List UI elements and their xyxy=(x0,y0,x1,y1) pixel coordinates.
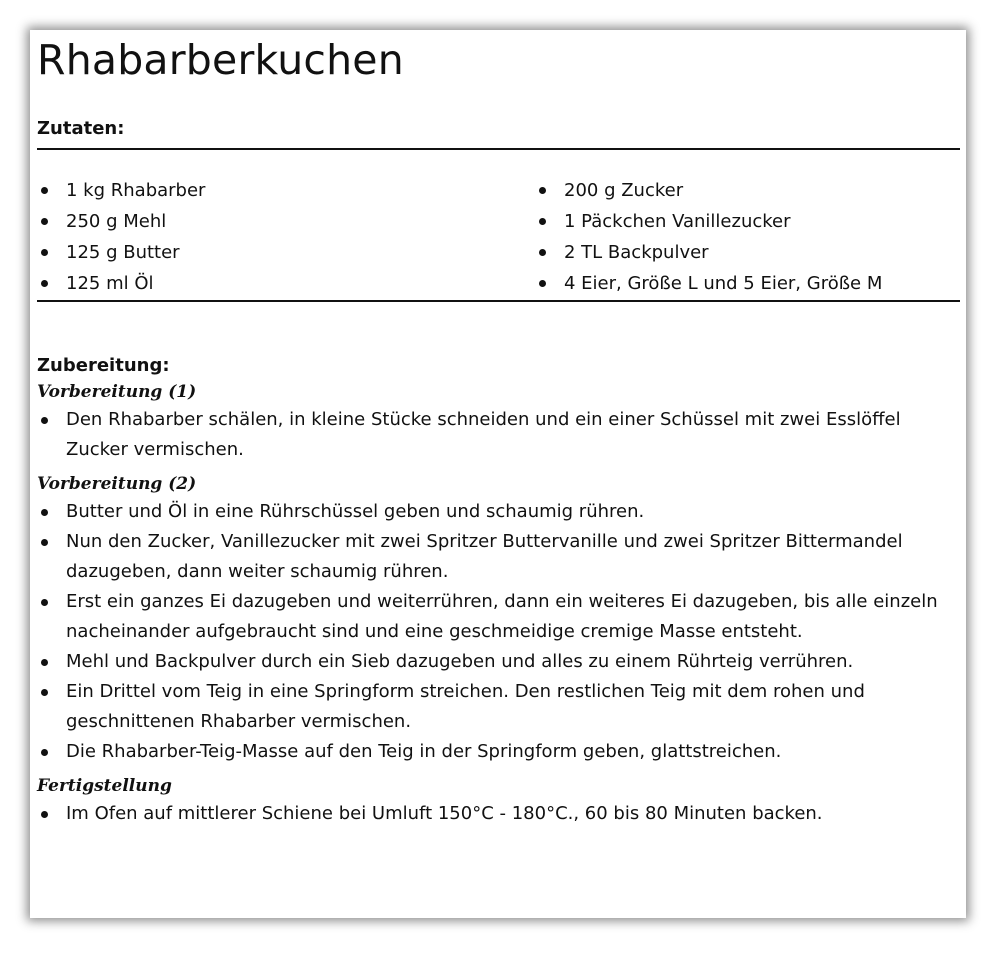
section-title-vorbereitung-1: Vorbereitung (1) xyxy=(37,382,197,402)
section-title-vorbereitung-2: Vorbereitung (2) xyxy=(37,474,197,494)
divider-bottom xyxy=(37,300,960,302)
step-item: Den Rhabarber schälen, in kleine Stücke schneiden und ein einer Schüssel mit zwei Esslöffel Zucker vermischen. xyxy=(37,405,960,465)
step-item: Im Ofen auf mittlerer Schiene bei Umluft 150°C - 180°C., 60 bis 80 Minuten backen. xyxy=(37,799,960,829)
steps-fertigstellung xyxy=(37,799,960,829)
section-title-fertigstellung: Fertigstellung xyxy=(37,776,172,796)
step-item: Mehl und Backpulver durch ein Sieb dazugeben und alles zu einem Rührteig verrühren. xyxy=(37,647,960,677)
ingredient-item: 250 g Mehl xyxy=(37,206,535,237)
preparation-heading: Zubereitung: xyxy=(37,355,170,376)
ingredient-item: 1 kg Rhabarber xyxy=(37,175,535,206)
steps-vorbereitung-1 xyxy=(37,405,960,465)
ingredient-item: 200 g Zucker xyxy=(535,175,955,206)
ingredient-item: 125 ml Öl xyxy=(37,268,535,299)
ingredient-item: 4 Eier, Größe L und 5 Eier, Größe M xyxy=(535,268,955,299)
ingredients-column-right xyxy=(535,175,955,300)
ingredient-item: 125 g Butter xyxy=(37,237,535,268)
recipe-page xyxy=(30,30,966,918)
ingredients-heading: Zutaten: xyxy=(37,118,125,139)
ingredients-list xyxy=(37,150,960,300)
recipe-title: Rhabarberkuchen xyxy=(37,36,404,84)
steps-vorbereitung-2 xyxy=(37,497,960,767)
step-item: Butter und Öl in eine Rührschüssel geben und schaumig rühren. xyxy=(37,497,960,527)
step-item: Nun den Zucker, Vanillezucker mit zwei Spritzer Buttervanille und zwei Spritzer Bittermandel dazugeben, dann weiter schaumig rühren. xyxy=(37,527,960,587)
step-item: Die Rhabarber-Teig-Masse auf den Teig in der Springform geben, glattstreichen. xyxy=(37,737,960,767)
ingredient-item: 1 Päckchen Vanillezucker xyxy=(535,206,955,237)
step-item: Ein Drittel vom Teig in eine Springform streichen. Den restlichen Teig mit dem rohen und geschnittenen Rhabarber vermischen. xyxy=(37,677,960,737)
ingredients-column-left xyxy=(37,175,535,300)
ingredient-item: 2 TL Backpulver xyxy=(535,237,955,268)
step-item: Erst ein ganzes Ei dazugeben und weiterrühren, dann ein weiteres Ei dazugeben, bis alle einzeln nacheinander aufgebraucht sind und eine geschmeidige cremige Masse entsteht. xyxy=(37,587,960,647)
